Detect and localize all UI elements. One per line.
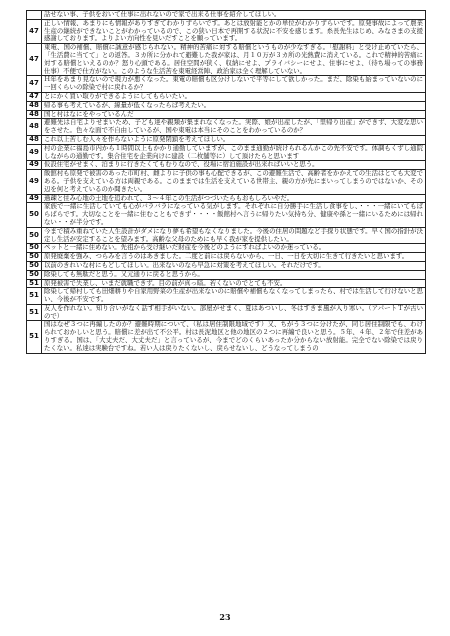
table-row xyxy=(27,170,426,194)
table-row xyxy=(27,261,426,270)
row-comment: 友人を作れない。知り合いがなく話す相手がいない。部屋がせまく、夏はあついし、冬はすきま風が入り寒い。（アパートＴが古いので） xyxy=(42,304,426,321)
row-comment: 正しい情報、あまりにも情報がありすぎてわかりずらいです。あとは放射能とかの単位がわかりずらいです。原発事故によって農業生産の継続ができないことがわかっているので、この狭い日本で再開する状況に不安を感じます。糸長先生はじめ、みなさまの支援感謝しております。よりよい方向性を見いだすことを願っています。 xyxy=(42,19,426,43)
row-comment: これ以上苦しむ人々を作らないように原発閉鎖を考えてほしい。 xyxy=(42,135,426,144)
row-comment: 以前のきれいな村にもどしてほしい。出来ないのなら早急に対策を考えてほしい。それだけです。 xyxy=(42,261,426,270)
row-comment: 国はなぜ３つに再編したのか？避難時期について、（私は居住制限地域です）又、ちがう３つに分けたが、同じ居住制限でも、わけられておかしいと思う。賠償に差が出て不公平。村は長泥地区と他の地区の２つに再編で良いと思う。５年、４年、２年で住差がありすぎる。国は、「大丈夫だ、大丈夫だ」と言っているが、今までどのくらいあったか分からない放射能。完全でない除染では戻りたくない。私達は実験台ですね。若い人は戻りたくないし、戻らせないし、どうなってしまうの xyxy=(42,321,426,353)
table-body xyxy=(27,11,426,354)
table-row xyxy=(27,76,426,93)
row-comment: 原発被害で失業し、いまだ就職できず。目の前が真っ暗。若くないのでとても不安。 xyxy=(42,279,426,288)
row-comment: 除染して帰村しても田畑耕りや自家用野菜の生産が出来ないのに賠償や補償もなくなってしまったら、村では生活して行けないと思い、今後が不安です。 xyxy=(42,288,426,305)
table-row xyxy=(27,135,426,144)
row-number xyxy=(27,11,42,20)
row-number: 50 xyxy=(27,253,42,262)
table-row xyxy=(27,144,426,161)
table-row xyxy=(27,203,426,227)
row-number: 49 xyxy=(27,144,42,161)
row-comment: 除染しても無駄だと思う。又元通りに戻ると思うから。 xyxy=(42,270,426,279)
row-number: 50 xyxy=(27,227,42,244)
row-number: 49 xyxy=(27,170,42,194)
table-row xyxy=(27,227,426,244)
table-row xyxy=(27,304,426,321)
row-number: 48 xyxy=(27,101,42,110)
row-number: 50 xyxy=(27,203,42,227)
row-comment: 帰る事も考えているが、線量が低くなったらば考えたい。 xyxy=(42,101,426,110)
row-number: 49 xyxy=(27,194,42,203)
table-row xyxy=(27,19,426,43)
row-comment: 過疎と住み心地の土地を追われて、３〜４年この生活がつづいたらもおもしろいやだ。 xyxy=(42,194,426,203)
table-row xyxy=(27,101,426,110)
row-number: 50 xyxy=(27,244,42,253)
table-row xyxy=(27,119,426,136)
row-number: 48 xyxy=(27,110,42,119)
row-comment: 仮設住宅がせまく、泊まりに行きたくてもむりなので、役場に宿泊施設が出来ればいいと思う。 xyxy=(42,161,426,170)
table-row xyxy=(27,44,426,76)
row-number: 48 xyxy=(27,135,42,144)
row-comment: 家族で一緒に生活していても心がバラバラになっている気がします。それぞれに自分勝手に生活し食事をし、・・・一緒にいてもばらばらです。大切なことを一緒に住むこともできず・・・・飯館村へ言うに帰りたい気持ち分、健康や孫と一緒にいるためには帰れない・・が半分です。 xyxy=(42,203,426,227)
row-comment: 避難先は自宅よりせまいため、子ども達や親類が集まれなくなった。実際、娘が出産したが、「里帰り出産」ができず、大変な思いをさせた。色々な面で不自由しているが、国や東電は本当にそのことをわかっているのか？ xyxy=(42,119,426,136)
row-number: 49 xyxy=(27,161,42,170)
row-comment: 東電、国の補償、賠償に誠意が感じられない。精神的苦痛に対する賠償というものが少なすぎる。「慰謝料」と受け止めていたら、「生活費に当てて」との返答。３カ所に分かれて避難した我が家は、月１０万が３カ所の光熱費に消えている。これで精神的苦痛に対する賠償といえるのか？怒り心頭である。居住空間が狭く、収納にせよ、プライバシーにせよ、住事にせよ、（待ち場っての事務仕事）不便で仕方がない。このような生活苦を東電経営陣、政治家は全く理解していない。 xyxy=(42,44,426,76)
table-row xyxy=(27,92,426,101)
row-number: 47 xyxy=(27,44,42,76)
table-row xyxy=(27,321,426,353)
row-number: 47 xyxy=(27,19,42,43)
row-comment: 話せない事、子供をおいて仕事に出れないので家で出来る仕事を紹介してほしい。 xyxy=(42,11,426,20)
table-row xyxy=(27,11,426,20)
row-comment: 国と村はなにをやっているんだ xyxy=(42,110,426,119)
row-number: 51 xyxy=(27,304,42,321)
page-number: 23 xyxy=(219,612,231,622)
row-comment: 飯舘村も原発で被害のあった市町村、雌よりに子供の事も心配できるが、この避難生活で、高齢者をかかえての生活はとても大変である。子供を支えている方は両親である。このままでは生活を支えている世帯主、親の方が先にまいってしまうのではないか、その辺を何と考えているのか聞きたい。 xyxy=(42,170,426,194)
row-number: 50 xyxy=(27,261,42,270)
row-number: 51 xyxy=(27,279,42,288)
row-number: 47 xyxy=(27,92,42,101)
row-comment: 原発廃棄を強み、つらみを言うのはあきました。二度と前には戻らないから、一日、一日を大切に生きて行きたいと思います。 xyxy=(42,253,426,262)
row-comment: 今まで積み重ねていた人生設計がダメになり夢も希望もなくなりました。今後の住居の問題など手探り状態です。早く国の指針が決定し生活が安定することを望みます。高齢な父母のためにも早く我が家を提供したい。 xyxy=(42,227,426,244)
row-number: 51 xyxy=(27,288,42,305)
row-number: 48 xyxy=(27,119,42,136)
row-number: 51 xyxy=(27,321,42,353)
row-comment: とにかく買い取りができるようにしてもらいたい。 xyxy=(42,92,426,101)
row-number: 47 xyxy=(27,76,42,93)
row-comment: ペットと一緒に住めない。先祖から受け継いだ財産を今後どのようにすればよいのか迷っている。 xyxy=(42,244,426,253)
comments-table xyxy=(26,10,426,354)
row-comment: 村の企業に福島市内から１時間以上もかかり通勤していますが、このまま通勤が続けられるんかこの先不安です。体調もくずし通院しながらの通勤です。集合住宅を企業向けに建設（二枚舗等に）して頂けたらと思います xyxy=(42,144,426,161)
row-comment: Ｈ年をあまり見ないので現力が悪くなった。東電の賠償も区分けしないで平等にして欲しかった。まだ、除染も始まっていないのに一回くらいの除染で村に戻れるか？ xyxy=(42,76,426,93)
row-number: 50 xyxy=(27,270,42,279)
table-row xyxy=(27,270,426,279)
table-row xyxy=(27,288,426,305)
